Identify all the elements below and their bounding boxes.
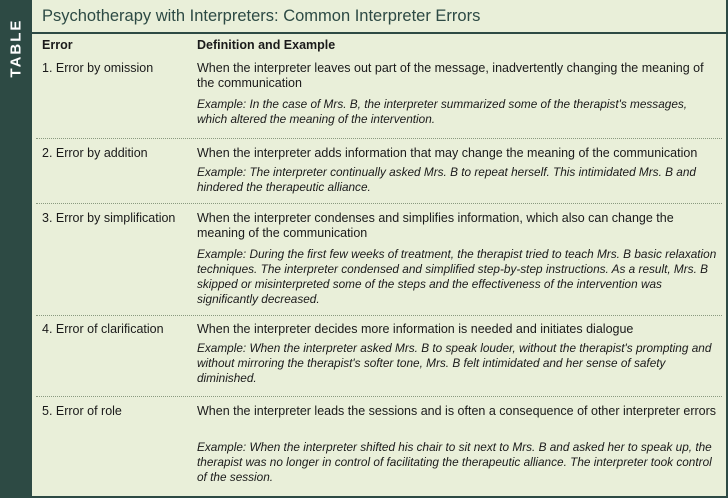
error-name: 2. Error by addition [42, 146, 148, 160]
error-example: Example: The interpreter continually asked Mrs. B to repeat herself. This intimidated Mrs. B and hindered the therapeutic alliance. [197, 165, 696, 194]
error-name: 1. Error by omission [42, 61, 154, 75]
row-divider [36, 396, 722, 397]
header-error: Error [42, 38, 73, 52]
row-divider [36, 138, 722, 139]
error-example: Example: When the interpreter asked Mrs. B to speak louder, without the therapist's prompting and without mirroring the therapist's softer tone, Mrs. B felt intimidated and her sense of safety diminished. [197, 341, 712, 385]
table-panel [32, 0, 728, 498]
table-title: Psychotherapy with Interpreters: Common Interpreter Errors [42, 7, 481, 25]
error-definition: When the interpreter leaves out part of the message, inadvertently changing the meaning of the communication [197, 61, 704, 90]
header-definition: Definition and Example [197, 38, 336, 52]
row-divider [36, 315, 722, 316]
error-example: Example: In the case of Mrs. B, the interpreter summarized some of the therapist's messages, which altered the meaning of the intervention. [197, 97, 688, 126]
error-example: Example: When the interpreter shifted his chair to sit next to Mrs. B and asked her to speak up, the therapist was no longer in control of facilitating the therapeutic alliance. The interpreter took control of the session. [197, 440, 712, 484]
error-name: 3. Error by simplification [42, 211, 176, 225]
side-tab [0, 0, 32, 498]
error-name: 5. Error of role [42, 404, 122, 418]
error-definition: When the interpreter leads the sessions and is often a consequence of other interpreter errors [197, 404, 717, 418]
error-definition: When the interpreter decides more information is needed and initiates dialogue [197, 322, 634, 336]
error-example: Example: During the first few weeks of treatment, the therapist tried to teach Mrs. B basic relaxation techniques. The interpreter condensed and simplified step-by-step instructions. As a result, Mrs. B skipped or misinterpreted some of the steps and the effectiveness of the intervention was significantly decreased. [197, 247, 717, 306]
error-definition: When the interpreter adds information that may change the meaning of the communication [197, 146, 698, 160]
title-bar [32, 0, 726, 34]
row-divider [36, 203, 722, 204]
error-definition: When the interpreter condenses and simplifies information, which also can change the meaning of the communication [197, 211, 674, 240]
side-label: TABLE [7, 18, 25, 78]
error-name: 4. Error of clarification [42, 322, 164, 336]
